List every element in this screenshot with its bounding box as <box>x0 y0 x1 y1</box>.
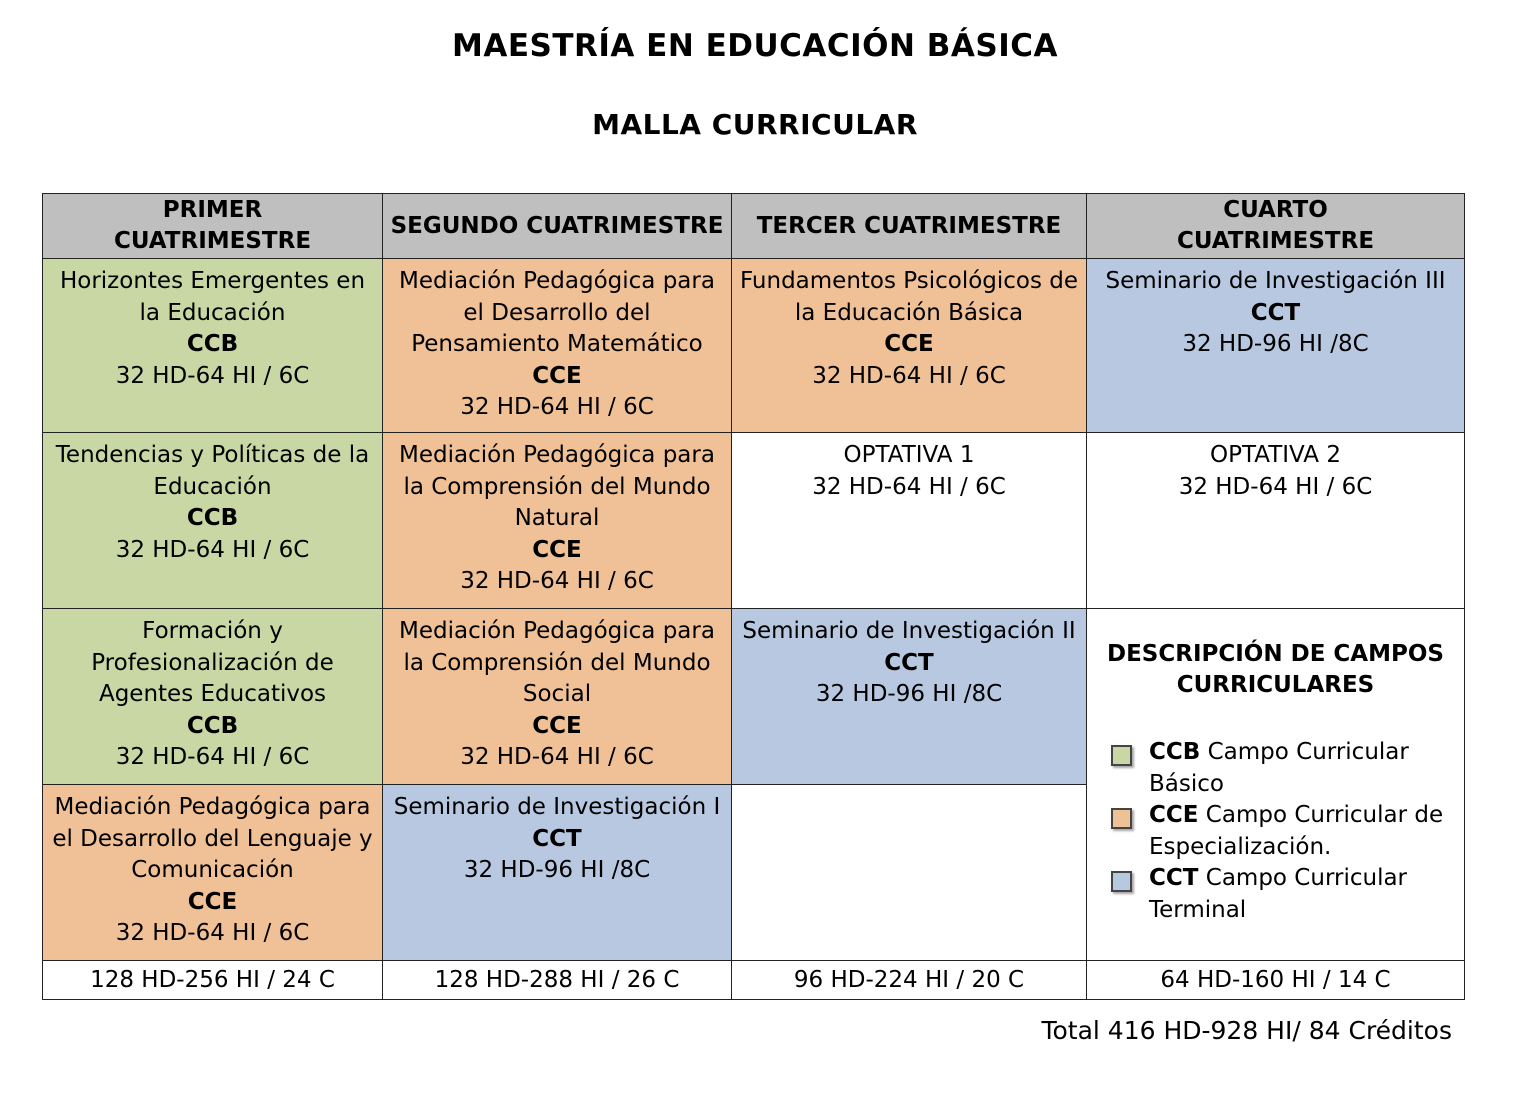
total-segundo: 128 HD-288 HI / 26 C <box>383 961 732 1000</box>
legend-swatch-cce <box>1111 808 1132 829</box>
header-segundo: SEGUNDO CUATRIMESTRE <box>383 194 732 259</box>
course-name: Mediación Pedagógica para el Desarrollo del Lenguaje y Comunicación <box>52 794 373 884</box>
course-field: CCT <box>1250 299 1301 326</box>
course-field: CCB <box>186 331 239 358</box>
course-cell <box>383 785 732 961</box>
page-title: MAESTRÍA EN EDUCACIÓN BÁSICA <box>451 28 1058 64</box>
course-hours: 32 HD-64 HI / 6C <box>460 394 654 421</box>
course-name: OPTATIVA 2 <box>1210 442 1341 468</box>
legend-code: CCB <box>1149 739 1201 765</box>
course-hours: 32 HD-64 HI / 6C <box>115 744 310 771</box>
course-hours: 32 HD-96 HI /8C <box>463 857 651 884</box>
course-field: CCE <box>532 362 582 389</box>
legend-title: DESCRIPCIÓN DE CAMPOS CURRICULARES <box>1107 641 1444 698</box>
legend-swatch-ccb <box>1111 745 1132 766</box>
course-field: CCB <box>186 505 239 532</box>
course-field: CCE <box>532 536 582 563</box>
course-field: CCE <box>532 712 582 739</box>
course-hours: 32 HD-96 HI /8C <box>1182 331 1369 358</box>
course-name: Horizontes Emergentes en la Educación <box>59 268 366 326</box>
course-cell <box>1087 433 1465 609</box>
course-field: CCB <box>186 712 239 739</box>
legend-cell <box>1087 609 1465 961</box>
course-hours: 32 HD-64 HI / 6C <box>1178 473 1373 500</box>
course-field: CCT <box>532 825 582 852</box>
total-cuarto: 64 HD-160 HI / 14 C <box>1087 961 1465 1000</box>
course-hours: 32 HD-64 HI / 6C <box>115 536 310 563</box>
course-name: Mediación Pedagógica para el Desarrollo del Pensamiento Matemático <box>399 268 715 358</box>
legend-desc: Campo Curricular Básico <box>1149 739 1409 797</box>
legend-item-cce <box>1091 800 1460 863</box>
course-hours: 32 HD-96 HI /8C <box>815 681 1003 708</box>
course-cell <box>43 785 383 961</box>
course-cell <box>1087 259 1465 433</box>
course-name: Tendencias y Políticas de la Educación <box>55 442 370 500</box>
page-subtitle: MALLA CURRICULAR <box>592 108 918 141</box>
course-field: CCE <box>187 888 238 915</box>
total-tercer: 96 HD-224 HI / 20 C <box>732 961 1087 1000</box>
legend-item-cct <box>1091 863 1460 926</box>
course-cell <box>732 259 1087 433</box>
course-cell <box>43 259 383 433</box>
course-name: Seminario de Investigación III <box>1105 268 1446 294</box>
table-row <box>43 609 1465 785</box>
legend-code: CCE <box>1149 802 1199 829</box>
course-name: Seminario de Investigación II <box>742 618 1076 644</box>
course-field: CCE <box>884 331 934 358</box>
empty-cell <box>732 785 1087 961</box>
course-name: Fundamentos Psicológicos de la Educación Básica <box>739 268 1079 326</box>
course-hours: 32 HD-64 HI / 6C <box>115 362 310 389</box>
header-cuarto: CUARTO CUATRIMESTRE <box>1087 194 1465 259</box>
header-primer: PRIMER CUATRIMESTRE <box>43 194 383 259</box>
grand-total: Total 416 HD-928 HI/ 84 Créditos <box>1041 1016 1452 1045</box>
course-cell <box>383 433 732 609</box>
course-cell <box>383 259 732 433</box>
table-row <box>43 433 1465 609</box>
course-name: Seminario de Investigación I <box>393 794 721 820</box>
legend-code: CCT <box>1149 865 1199 892</box>
course-cell <box>732 433 1087 609</box>
header-tercer: TERCER CUATRIMESTRE <box>732 194 1087 259</box>
header-row <box>43 194 1465 259</box>
course-name: Mediación Pedagógica para la Comprensión del Mundo Social <box>399 618 715 708</box>
legend-swatch-cct <box>1111 871 1132 892</box>
course-cell <box>43 433 383 609</box>
legend-desc: Campo Curricular de Especialización. <box>1149 802 1444 860</box>
course-hours: 32 HD-64 HI / 6C <box>460 744 654 771</box>
course-cell <box>732 609 1087 785</box>
legend-item-ccb <box>1091 737 1460 800</box>
course-cell <box>43 609 383 785</box>
course-name: Mediación Pedagógica para la Comprensión del Mundo Natural <box>399 442 715 532</box>
totals-row <box>43 961 1465 1000</box>
course-name: Formación y Profesionalización de Agentes Educativos <box>91 618 334 708</box>
course-cell <box>383 609 732 785</box>
course-hours: 32 HD-64 HI / 6C <box>460 568 654 595</box>
course-field: CCT <box>884 649 934 676</box>
table-row <box>43 259 1465 433</box>
course-hours: 32 HD-64 HI / 6C <box>812 362 1006 389</box>
curriculum-table <box>42 193 1465 1000</box>
total-primer: 128 HD-256 HI / 24 C <box>43 961 383 1000</box>
course-hours: 32 HD-64 HI / 6C <box>812 473 1006 500</box>
course-name: OPTATIVA 1 <box>843 442 975 468</box>
course-hours: 32 HD-64 HI / 6C <box>115 920 310 947</box>
legend-desc: Campo Curricular Terminal <box>1149 865 1408 923</box>
